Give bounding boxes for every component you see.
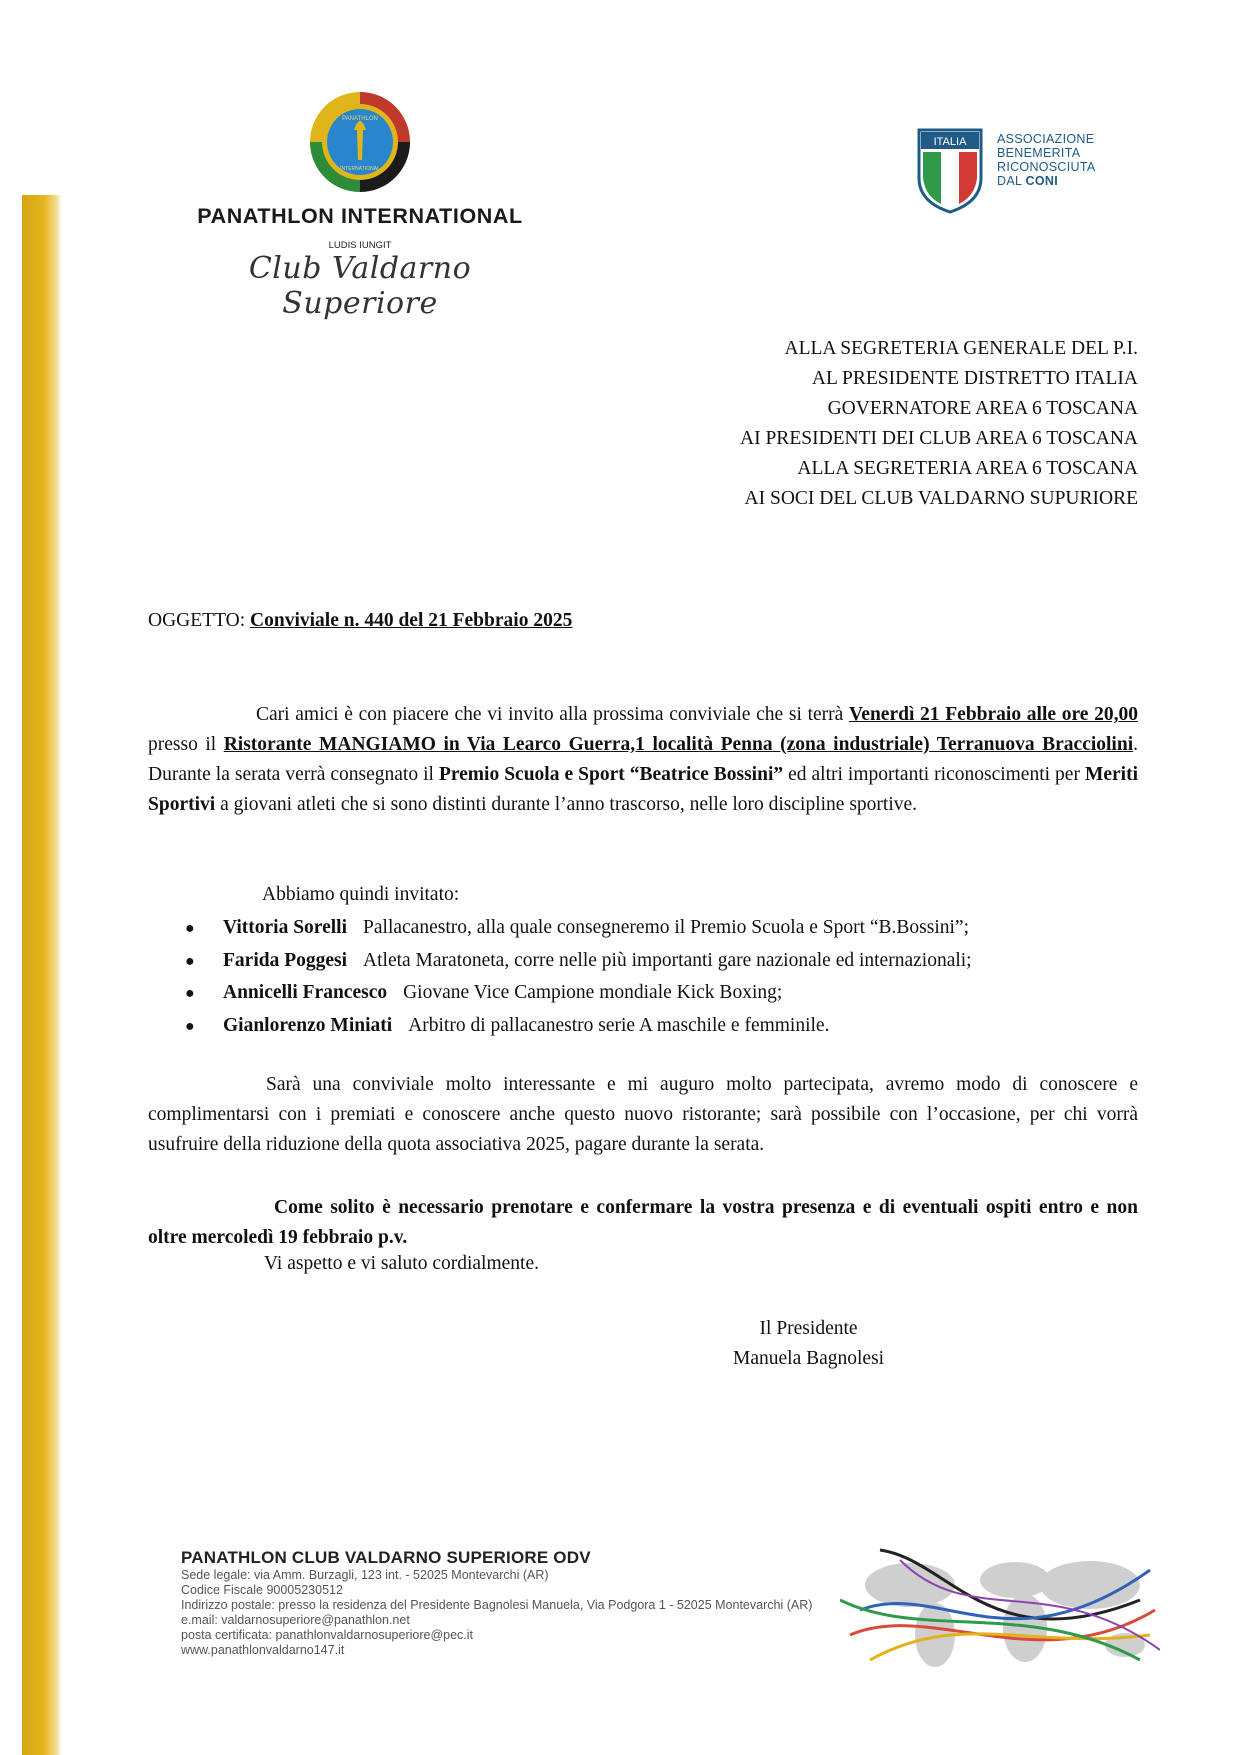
recipient-line: AI PRESIDENTI DEI CLUB AREA 6 TOSCANA (740, 428, 1138, 449)
gold-side-bar (22, 195, 62, 1755)
panathlon-logo (170, 90, 550, 321)
list-item (185, 912, 972, 945)
recipients-block (740, 334, 1138, 514)
award-name: Premio Scuola e Sport “Beatrice Bossini” (438, 764, 784, 785)
event-venue: Ristorante MANGIAMO in Via Learco Guerra,1 località Penna (zona industriale) Terranuova Bracciolini (223, 734, 1134, 755)
bullet-icon: ● (185, 1017, 195, 1035)
guest-name: Annicelli Francesco (223, 982, 388, 1003)
subject-value: Conviviale n. 440 del 21 Febbraio 2025 (250, 610, 573, 631)
paragraph-invitation: Cari amici è con piacere che vi invito alla prossima conviviale che si terrà Venerdì 21 Febbraio alle ore 20,00 presso il Ristorante MANGIAMO in Via Learco Guerra,1 località Penna (zona industriale) Terranuova Bracciolini. Durante la serata verrà consegnato il Premio Scuola e Sport “Beatrice Bossini” ed altri importanti riconoscimenti per Meriti Sportivi a giovani atleti che si sono distinti durante l’anno trascorso, nelle loro discipline sportive. (148, 704, 1138, 815)
guest-desc: Giovane Vice Campione mondiale Kick Boxing; (403, 982, 783, 1003)
coni-text: ASSOCIAZIONE BENEMERITA RICONOSCIUTA DAL CONI (997, 132, 1096, 188)
footer-line: www.panathlonvaldarno147.it (181, 1643, 345, 1657)
guest-name: Farida Poggesi (223, 949, 348, 971)
recipient-line: AL PRESIDENTE DISTRETTO ITALIA (811, 368, 1138, 389)
subject-label: OGGETTO: (148, 610, 251, 631)
panathlon-emblem-icon (308, 90, 412, 194)
svg-text:ITALIA: ITALIA (933, 136, 967, 148)
svg-text:PANATHLON: PANATHLON (342, 116, 378, 122)
recipient-line: AI SOCI DEL CLUB VALDARNO SUPURIORE (744, 488, 1138, 509)
italia-shield-icon (915, 128, 985, 214)
list-item (185, 945, 972, 978)
merit-label: Meriti Sportivi (148, 764, 1138, 815)
bullet-icon: ● (185, 952, 195, 970)
motto: LUDIS IUNGIT (328, 240, 392, 251)
footer (181, 1548, 812, 1658)
recipient-line: ALLA SEGRETERIA GENERALE DEL P.I. (784, 338, 1138, 359)
bullet-icon: ● (185, 920, 195, 937)
guest-desc: Arbitro di pallacanestro serie A maschile e femminile. (408, 1014, 830, 1036)
paragraph-reservation: Come solito è necessario prenotare e confermare la vostra presenza e di eventuali ospiti entro e non oltre mercoledì 19 febbraio p.v. (148, 1197, 1138, 1248)
invited-list (185, 912, 972, 1042)
footer-line: posta certificata: panathlonvaldarnosuperiore@pec.it (181, 1628, 474, 1642)
guest-desc: Pallacanestro, alla quale consegneremo il Premio Scuola e Sport “B.Bossini”; (363, 917, 970, 938)
footer-line: e.mail: valdarnosuperiore@panathlon.net (181, 1613, 410, 1627)
coni-logo (915, 128, 1145, 213)
guest-name: Vittoria Sorelli (223, 917, 348, 938)
list-item (185, 1010, 972, 1043)
footer-line: Sede legale: via Amm. Burzagli, 123 int. - 52025 Montevarchi (AR) (181, 1568, 549, 1582)
world-map-ribbons-icon (840, 1540, 1160, 1680)
org-name: PANATHLON INTERNATIONAL (197, 204, 523, 228)
signature-block (733, 1314, 884, 1374)
footer-line: Indirizzo postale: presso la residenza del Presidente Bagnolesi Manuela, Via Podgora 1 - 52025 Montevarchi (AR) (181, 1598, 813, 1612)
subject-line (148, 610, 572, 632)
bullet-icon: ● (185, 985, 195, 1002)
signature-name: Manuela Bagnolesi (733, 1348, 885, 1369)
guest-desc: Atleta Maratoneta, corre nelle più importanti gare nazionale ed internazionali; (363, 949, 972, 971)
recipient-line: ALLA SEGRETERIA AREA 6 TOSCANA (797, 458, 1138, 479)
invited-intro: Abbiamo quindi invitato: (262, 884, 460, 905)
recipient-line: GOVERNATORE AREA 6 TOSCANA (827, 398, 1138, 419)
closing-line: Vi aspetto e vi saluto cordialmente. (264, 1253, 539, 1274)
event-date: Venerdì 21 Febbraio alle ore 20,00 (849, 704, 1138, 725)
paragraph-details: Sarà una conviviale molto interessante e mi auguro molto partecipata, avremo modo di conoscere e complimentarsi con i premiati e conoscere anche questo nuovo ristorante; sarà possibile con l’occasione, per chi vorrà usufruire della riduzione della quota associativa 2025, pagare durante la serata. (148, 1074, 1138, 1155)
guest-name: Gianlorenzo Miniati (223, 1014, 393, 1036)
club-name: Club Valdarno Superiore (248, 251, 472, 321)
signature-role: Il Presidente (759, 1318, 858, 1339)
footer-line: Codice Fiscale 90005230512 (181, 1583, 343, 1597)
footer-org-name: PANATHLON CLUB VALDARNO SUPERIORE ODV (181, 1548, 591, 1567)
list-item (185, 977, 972, 1010)
svg-text:INTERNATIONAL: INTERNATIONAL (340, 166, 380, 172)
